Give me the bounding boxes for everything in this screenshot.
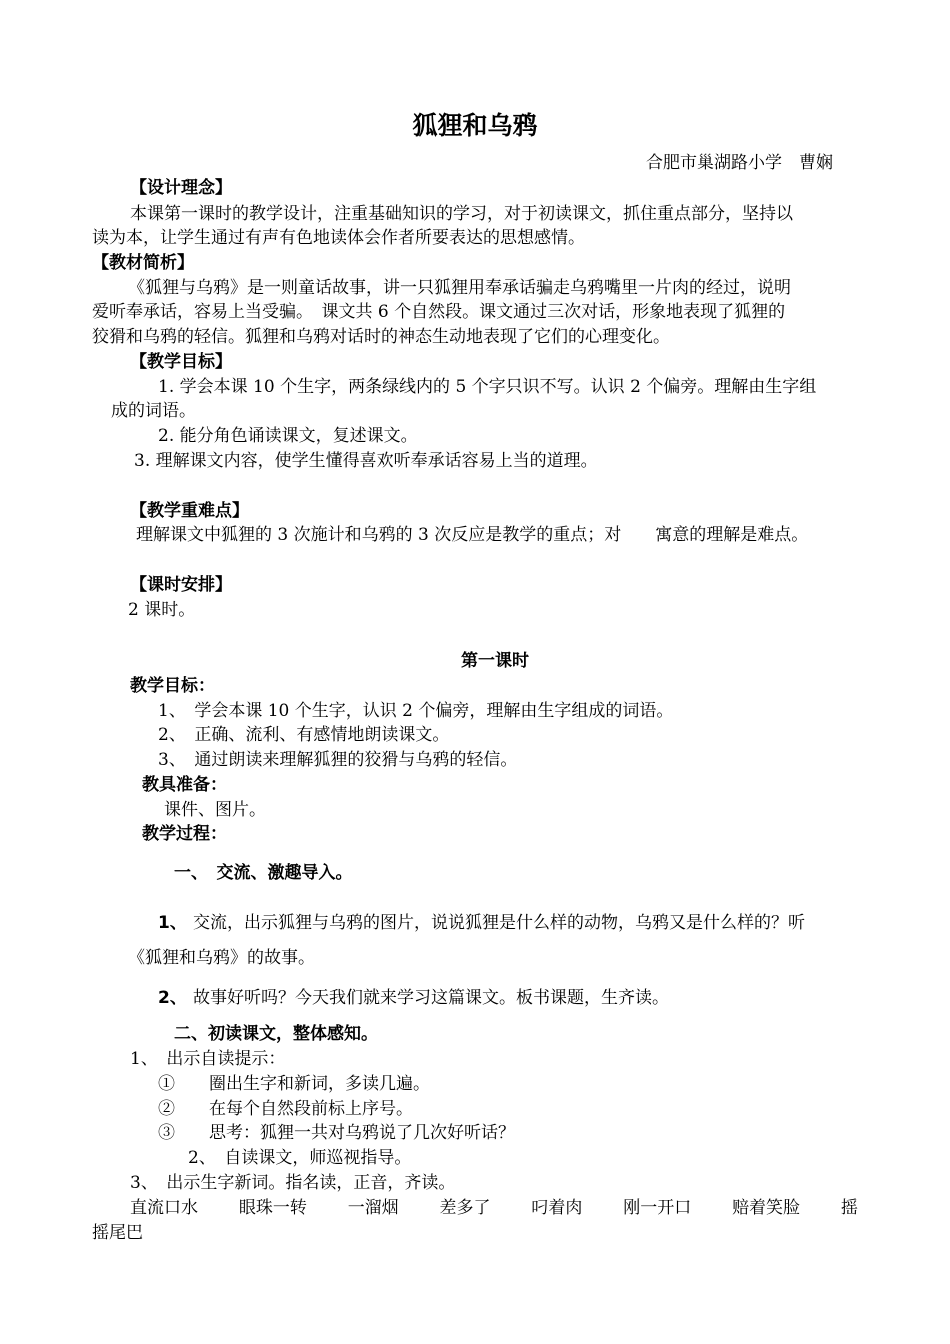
vocabulary-word: 一溜烟	[347, 1198, 399, 1218]
text-analysis-line: 《狐狸与乌鸦》是一则童话故事，讲一只狐狸用奉承话骗走乌鸦嘴里一片肉的经过，说明	[128, 278, 791, 298]
step-number: 2、	[158, 988, 187, 1008]
schedule-heading: 【课时安排】	[130, 575, 232, 595]
design-concept-heading: 【设计理念】	[130, 178, 232, 198]
vocabulary-word: 差多了	[439, 1198, 491, 1218]
schedule-text: 2 课时。	[128, 600, 196, 620]
step-text: 1、 出示自读提示：	[130, 1049, 286, 1069]
lesson-title: 第一课时	[461, 651, 529, 671]
lesson-goal-item: 1、 学会本课 10 个生字，认识 2 个偏旁，理解由生字组成的词语。	[158, 701, 674, 721]
teaching-goal-item: 2. 能分角色诵读课文，复述课文。	[158, 426, 418, 446]
teaching-goals-heading: 【教学目标】	[130, 352, 232, 372]
vocabulary-word: 摇	[840, 1198, 858, 1218]
lesson-goal-item: 2、 正确、流利、有感情地朗读课文。	[158, 725, 450, 745]
vocabulary-list	[130, 1196, 858, 1220]
key-points-text: 理解课文中狐狸的 3 次施计和乌鸦的 3 次反应是教学的重点；对 寓意的理解是难点。	[136, 525, 809, 545]
text-analysis-line: 狡猾和乌鸦的轻信。狐狸和乌鸦对话时的神态生动地表现了它们的心理变化。	[92, 327, 670, 347]
vocabulary-word: 眼珠一转	[238, 1198, 307, 1218]
vocabulary-word: 刚一开口	[623, 1198, 692, 1218]
text-analysis-heading: 【教材简析】	[92, 253, 194, 273]
vocabulary-word: 叼着肉	[531, 1198, 583, 1218]
step-text: 交流，出示狐狸与乌鸦的图片，说说狐狸是什么样的动物，乌鸦又是什么样的？听	[193, 913, 805, 933]
lesson-goal-item: 3、 通过朗读来理解狐狸的狡猾与乌鸦的轻信。	[158, 750, 518, 770]
teaching-goal-item: 成的词语。	[111, 401, 196, 421]
teaching-goal-item: 1. 学会本课 10 个生字，两条绿线内的 5 个字只识不写。认识 2 个偏旁。理解由生字组	[158, 377, 817, 397]
tip-item: ③ 思考：狐狸一共对乌鸦说了几次好听话？	[158, 1123, 515, 1143]
step-text: 2、 自读课文，师巡视指导。	[188, 1148, 412, 1168]
design-concept-line: 本课第一课时的教学设计，注重基础知识的学习，对于初读课文，抓住重点部分，坚持以	[130, 204, 793, 224]
vocabulary-word: 直流口水	[130, 1198, 198, 1218]
design-concept-line: 读为本，让学生通过有声有色地读体会作者所要表达的思想感情。	[92, 228, 585, 248]
tools-text: 课件、图片。	[164, 800, 266, 820]
key-points-heading: 【教学重难点】	[130, 501, 249, 521]
section-heading: 一、 交流、激趣导入。	[174, 863, 353, 883]
tip-item: ② 在每个自然段前标上序号。	[158, 1099, 413, 1119]
step-text: 故事好听吗？今天我们就来学习这篇课文。板书课题，生齐读。	[193, 988, 669, 1008]
author-line: 合肥市巢湖路小学 曹娴	[646, 153, 833, 173]
tip-item: ① 圈出生字和新词，多读几遍。	[158, 1074, 430, 1094]
vocabulary-word: 赔着笑脸	[732, 1198, 801, 1218]
step-text: 《狐狸和乌鸦》的故事。	[128, 948, 315, 968]
text-analysis-line: 爱听奉承话，容易上当受骗。 课文共 6 个自然段。课文通过三次对话，形象地表现了狐狸的	[92, 302, 786, 322]
vocabulary-word-continued: 摇尾巴	[92, 1223, 143, 1243]
step-number: 1、	[158, 913, 187, 933]
tools-label: 教具准备：	[142, 775, 227, 795]
process-label: 教学过程：	[142, 824, 227, 844]
teaching-goal-item: 3. 理解课文内容，使学生懂得喜欢听奉承话容易上当的道理。	[134, 451, 598, 471]
document-title: 狐狸和乌鸦	[412, 111, 538, 140]
section-heading: 二、初读课文，整体感知。	[174, 1024, 378, 1044]
step-text: 3、 出示生字新词。指名读，正音，齐读。	[130, 1173, 456, 1193]
lesson-goals-label: 教学目标：	[130, 676, 215, 696]
